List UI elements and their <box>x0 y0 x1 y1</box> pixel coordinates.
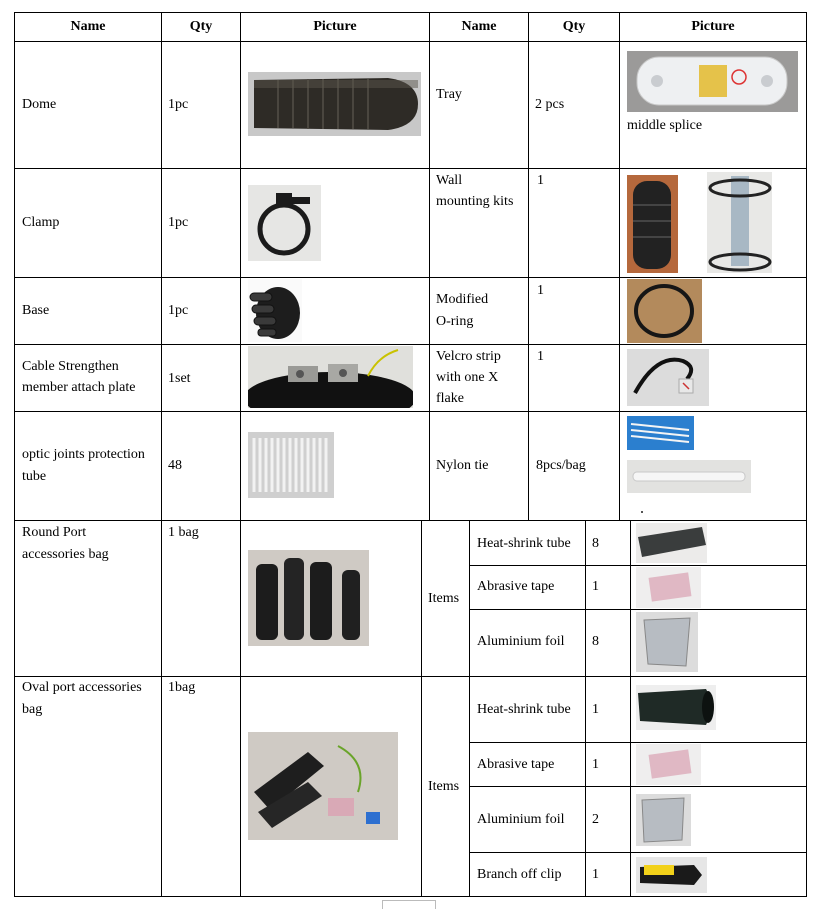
bag-oval-name-line1: Oval port accessories <box>22 680 142 695</box>
bag-oval-item-qty: 2 <box>592 812 599 827</box>
row-name-clamp: Clamp <box>22 215 60 230</box>
nylon-tie-photo-1 <box>627 416 694 450</box>
oval-port-bag-photo <box>248 732 398 840</box>
row-name-tray: Tray <box>436 87 462 102</box>
row-name-velcro-line1: Velcro strip <box>436 349 501 364</box>
row-name-o-ring-line2: O-ring <box>436 314 474 329</box>
row-name-protection-tube-line2: tube <box>22 469 47 484</box>
base-photo <box>248 279 302 342</box>
nylon-tie-photo-2 <box>627 460 751 493</box>
bag-oval-item-name: Heat-shrink tube <box>477 702 571 717</box>
row-qty-o-ring: 1 <box>537 283 544 298</box>
row-qty-tray: 2 pcs <box>535 97 565 112</box>
header-picture-left: Picture <box>313 19 357 34</box>
header-qty-left: Qty <box>189 19 213 34</box>
row-name-attach-plate-line1: Cable Strengthen <box>22 359 119 374</box>
attach-plate-photo <box>248 346 413 408</box>
row-name-protection-tube-line1: optic joints protection <box>22 447 145 462</box>
abrasive-tape-photo <box>636 567 701 608</box>
heat-shrink-tube-photo <box>636 685 716 730</box>
o-ring-photo <box>627 279 702 343</box>
tray-caption: middle splice <box>627 118 703 133</box>
bag-oval-item-name: Branch off clip <box>477 867 562 882</box>
header-name-right: Name <box>461 19 497 34</box>
bag-round-name-line2: accessories bag <box>22 547 109 562</box>
row-qty-base: 1pc <box>168 303 189 318</box>
bag-oval-item-qty: 1 <box>592 702 599 717</box>
row-name-velcro-line3: flake <box>436 391 464 406</box>
row-name-o-ring-line1: Modified <box>436 292 489 307</box>
bag-round-item-name: Aluminium foil <box>477 634 565 649</box>
stray-dot <box>641 511 643 513</box>
abrasive-tape-photo <box>636 744 701 785</box>
row-name-wall-mount-line1: Wall <box>436 173 463 188</box>
bag-oval-qty: 1bag <box>168 680 196 695</box>
round-port-bag-photo <box>248 550 369 646</box>
page-edge-mark <box>383 900 435 901</box>
header-name-left: Name <box>70 19 106 34</box>
row-qty-clamp: 1pc <box>168 215 189 230</box>
row-qty-nylon-tie: 8pcs/bag <box>536 458 586 473</box>
bag-round-qty: 1 bag <box>168 525 199 540</box>
row-name-velcro-line2: with one X <box>436 370 499 385</box>
row-name-dome: Dome <box>22 97 57 112</box>
row-name-nylon-tie: Nylon tie <box>436 458 489 473</box>
bag-oval-name-line2: bag <box>22 702 43 717</box>
bag-round-item-name: Abrasive tape <box>477 579 555 594</box>
bag-round-item-name: Heat-shrink tube <box>477 536 571 551</box>
bag-round-name-line1: Round Port <box>22 525 87 540</box>
row-qty-attach-plate: 1set <box>168 371 191 386</box>
row-qty-velcro: 1 <box>537 349 544 364</box>
bag-oval-item-qty: 1 <box>592 757 599 772</box>
protection-tube-photo <box>248 432 334 498</box>
bag-round-items-label: Items <box>428 591 460 606</box>
row-qty-wall-mount: 1 <box>537 173 544 188</box>
row-name-attach-plate-line2: member attach plate <box>22 380 136 395</box>
row-qty-protection-tube: 48 <box>168 458 182 473</box>
row-name-base: Base <box>22 303 50 318</box>
aluminium-foil-photo <box>636 794 691 846</box>
bag-oval-items-label: Items <box>428 779 460 794</box>
bag-round-item-qty: 8 <box>592 634 599 649</box>
bag-round-item-qty: 8 <box>592 536 599 551</box>
page-edge-mark <box>435 900 436 909</box>
heat-shrink-tube-photo <box>636 523 707 563</box>
header-qty-right: Qty <box>562 19 586 34</box>
page-edge-mark <box>382 900 383 909</box>
dome-photo <box>248 72 421 136</box>
wall-mount-photo-2 <box>707 172 772 273</box>
wall-mount-photo-1 <box>627 175 678 273</box>
branch-off-clip-photo <box>636 857 707 893</box>
bag-oval-item-qty: 1 <box>592 867 599 882</box>
bag-oval-item-name: Abrasive tape <box>477 757 555 772</box>
velcro-photo <box>627 349 709 406</box>
bag-oval-item-name: Aluminium foil <box>477 812 565 827</box>
aluminium-foil-photo <box>636 612 698 672</box>
bag-round-item-qty: 1 <box>592 579 599 594</box>
header-picture-right: Picture <box>691 19 735 34</box>
tray-photo <box>627 51 798 112</box>
row-qty-dome: 1pc <box>168 97 189 112</box>
clamp-photo <box>248 185 321 261</box>
row-name-wall-mount-line2: mounting kits <box>436 194 514 209</box>
